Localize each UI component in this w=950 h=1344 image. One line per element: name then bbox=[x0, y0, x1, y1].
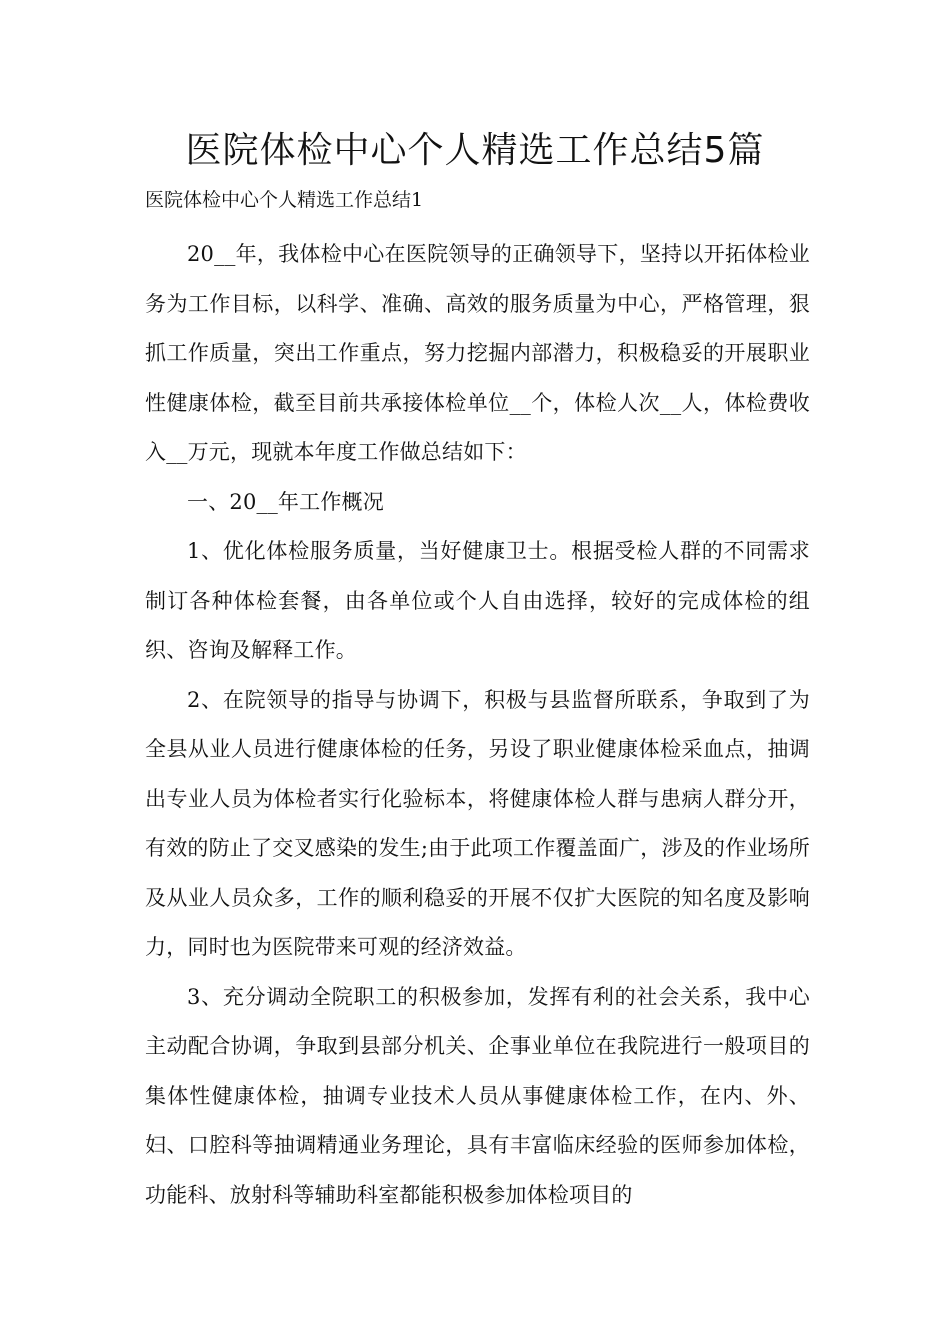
paragraph-intro: 20__年，我体检中心在医院领导的正确领导下，坚持以开拓体检业务为工作目标，以科学、准确、高效的服务质量为中心，严格管理，狠抓工作质量，突出工作重点，努力挖掘内部潜力，积极稳妥的开展职业性健康体检，截至目前共承接体检单位__个，体检人次__人，体检费收入__万元，现就本年度工作做总结如下： bbox=[145, 242, 810, 464]
paragraph-overview-heading: 一、20__年工作概况 bbox=[187, 489, 384, 514]
section-heading: 医院体检中心个人精选工作总结1 bbox=[145, 189, 424, 211]
document-title: 医院体检中心个人精选工作总结5篇 bbox=[185, 130, 765, 171]
paragraph-item-1: 1、优化体检服务质量，当好健康卫士。根据受检人群的不同需求制订各种体检套餐，由各单位或个人自由选择，较好的完成体检的组织、咨询及解释工作。 bbox=[145, 539, 810, 662]
paragraph-item-3: 3、充分调动全院职工的积极参加，发挥有利的社会关系，我中心主动配合协调，争取到县部分机关、企事业单位在我院进行一般项目的集体性健康体检，抽调专业技术人员从事健康体检工作，在内、外、妇、口腔科等抽调精通业务理论，具有丰富临床经验的医师参加体检，功能科、放射科等辅助科室都能积极参加体检项目的 bbox=[145, 984, 810, 1207]
paragraph-item-2: 2、在院领导的指导与协调下，积极与县监督所联系，争取到了为全县从业人员进行健康体检的任务，另设了职业健康体检采血点，抽调出专业人员为体检者实行化验标本，将健康体检人群与患病人群分开，有效的防止了交叉感染的发生;由于此项工作覆盖面广，涉及的作业场所及从业人员众多，工作的顺利稳妥的开展不仅扩大医院的知名度及影响力，同时也为医院带来可观的经济效益。 bbox=[145, 687, 810, 959]
document-body bbox=[145, 230, 810, 1220]
